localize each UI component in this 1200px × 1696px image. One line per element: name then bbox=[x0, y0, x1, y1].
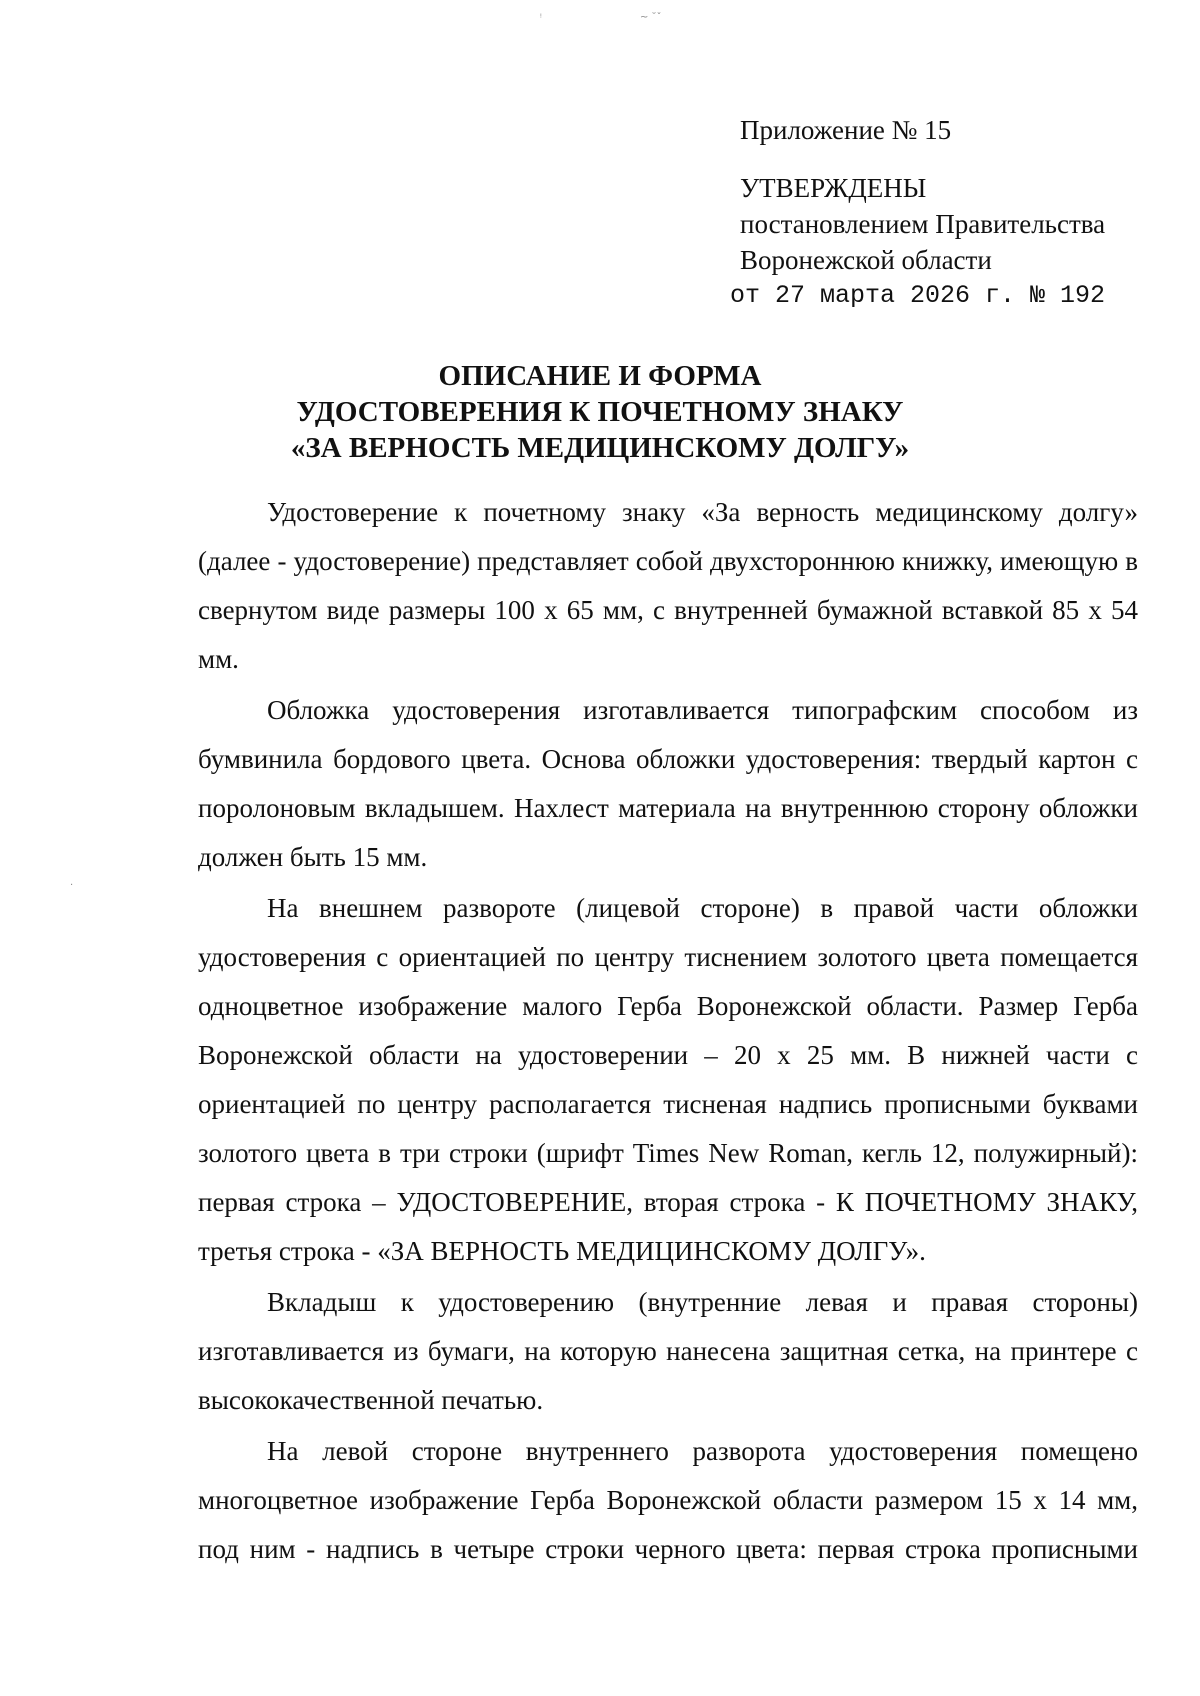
document-title bbox=[0, 358, 1200, 466]
title-line: «ЗА ВЕРНОСТЬ МЕДИЦИНСКОМУ ДОЛГУ» bbox=[290, 432, 910, 464]
scan-artifact-mark: ᵎ bbox=[540, 12, 542, 23]
approved-heading: УТВЕРЖДЕНЫ bbox=[740, 173, 927, 203]
title-line: УДОСТОВЕРЕНИЯ К ПОЧЕТНОМУ ЗНАКУ bbox=[296, 396, 904, 428]
approval-block bbox=[730, 112, 1106, 314]
approved-by-decree: постановлением Правительства bbox=[740, 209, 1106, 239]
approved-region: Воронежской области bbox=[740, 245, 992, 275]
body-paragraph: На внешнем развороте (лицевой стороне) в правой части обложки удостоверения с ориентацией по центру тиснением золотого цвета помещается одноцветное изображение малого Герба Воронежской области. Размер Герба Воронежской области на удостоверении – 20 х 25 мм. В нижней части с ориентацией по центру располагается тисненая надпись прописными буквами золотого цвета в три строки (шрифт Times New Roman, кегль 12, полужирный): первая строка – УДОСТОВЕРЕНИЕ, вторая строка - К ПОЧЕТНОМУ ЗНАКУ, третья строка - «ЗА ВЕРНОСТЬ МЕДИЦИНСКОМУ ДОЛГУ». bbox=[198, 893, 1138, 1266]
body-paragraph: Удостоверение к почетному знаку «За верность медицинскому долгу» (далее - удостоверение) представляет собой двухстороннюю книжку, имеющую в свернутом виде размеры 100 х 65 мм, с внутренней бумажной вставкой 85 х 54 мм. bbox=[198, 497, 1138, 674]
body-paragraph: Вкладыш к удостоверению (внутренние левая и правая стороны) изготавливается из бумаги, на которую нанесена защитная сетка, на принтере с высококачественной печатью. bbox=[198, 1287, 1138, 1415]
body-paragraph: Обложка удостоверения изготавливается типографским способом из бумвинила бордового цвета. Основа обложки удостоверения: твердый картон с поролоновым вкладышем. Нахлест материала на внутреннюю сторону обложки должен быть 15 мм. bbox=[198, 695, 1138, 872]
document-body bbox=[198, 488, 1138, 1576]
decree-reference: от 27 марта 2026 г. № 192 bbox=[730, 281, 1106, 310]
appendix-number: Приложение № 15 bbox=[740, 115, 952, 145]
scan-artifact-mark: · bbox=[70, 880, 74, 891]
body-paragraph: На левой стороне внутреннего разворота удостоверения помещено многоцветное изображение Герба Воронежской области размером 15 х 14 мм, под ним - надпись в четыре строки черного цвета: первая строка прописными bbox=[198, 1436, 1138, 1564]
scan-artifact-mark: ~ ˘ˇ bbox=[640, 12, 662, 23]
title-line: ОПИСАНИЕ И ФОРМА bbox=[438, 360, 762, 392]
